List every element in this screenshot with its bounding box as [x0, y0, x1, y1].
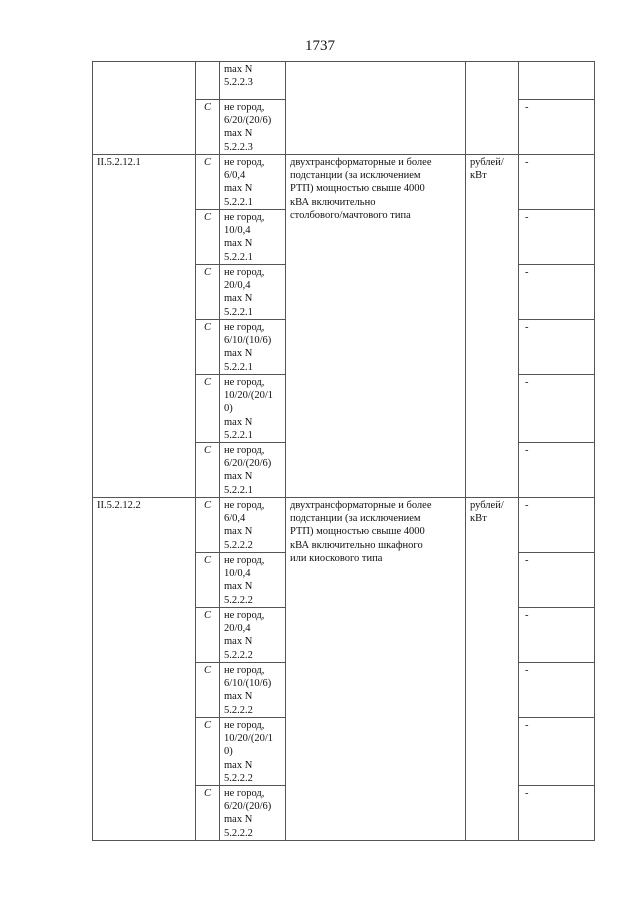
condition-line: 5.2.2.2 — [224, 594, 253, 606]
condition-line: 6/0,4 — [224, 170, 246, 182]
category-letter: C — [196, 553, 220, 608]
value-cell: - — [519, 786, 595, 841]
condition-cell — [220, 786, 286, 841]
unit-line: кВт — [470, 170, 487, 182]
condition-line: max N — [224, 814, 253, 826]
condition-cell — [220, 663, 286, 718]
condition-line: 0) — [224, 746, 233, 758]
description-line: РТП) мощностью свыше 4000 — [290, 526, 425, 538]
category-letter: C — [196, 375, 220, 443]
value-cell: - — [519, 718, 595, 786]
value-cell: - — [519, 265, 595, 320]
condition-line: не город, — [224, 720, 265, 732]
condition-line: max N — [224, 183, 253, 195]
value-cell: - — [519, 320, 595, 375]
condition-line: max N — [224, 416, 253, 428]
condition-line: 5.2.2.2 — [224, 649, 253, 661]
value-cell: - — [519, 375, 595, 443]
condition-line: max N — [224, 238, 253, 250]
condition-line: не город, — [224, 665, 265, 677]
value-cell: - — [519, 100, 595, 155]
unit-line: рублей/ — [470, 500, 504, 512]
condition-cell — [220, 320, 286, 375]
category-letter: C — [196, 155, 220, 210]
description-line: подстанции (за исключением — [290, 513, 421, 525]
condition-line: 5.2.2.1 — [224, 251, 253, 263]
condition-line: 10/0,4 — [224, 568, 251, 580]
condition-line: 5.2.2.1 — [224, 429, 253, 441]
category-letter: C — [196, 663, 220, 718]
description-line: кВА включительно — [290, 196, 376, 208]
condition-cell — [220, 210, 286, 265]
category-letter: C — [196, 786, 220, 841]
condition-line: max N — [224, 581, 253, 593]
category-letter: C — [196, 498, 220, 553]
category-letter: C — [196, 443, 220, 498]
description-line: РТП) мощностью свыше 4000 — [290, 183, 425, 195]
condition-line: 5.2.2.2 — [224, 772, 253, 784]
condition-cell — [220, 443, 286, 498]
condition-line: 20/0,4 — [224, 623, 251, 635]
condition-line: 10/0,4 — [224, 225, 251, 237]
condition-line: 5.2.2.1 — [224, 306, 253, 318]
condition-cell — [220, 100, 286, 155]
condition-line: не город, — [224, 788, 265, 800]
condition-line: 5.2.2.1 — [224, 361, 253, 373]
condition-line: max N — [224, 348, 253, 360]
description-line: столбового/мачтового типа — [290, 209, 411, 221]
condition-line: 6/10/(10/6) — [224, 335, 272, 347]
table-row — [93, 155, 595, 210]
condition-line: не город, — [224, 445, 265, 457]
condition-cell — [220, 608, 286, 663]
condition-cell — [220, 718, 286, 786]
condition-line: 5.2.2.2 — [224, 539, 253, 551]
condition-line: 6/20/(20/6) — [224, 458, 272, 470]
condition-line: 6/0,4 — [224, 513, 246, 525]
description-line: или киоскового типа — [290, 552, 383, 564]
condition-line: 5.2.2.2 — [224, 704, 253, 716]
condition-line: max N — [224, 636, 253, 648]
item-code: II.5.2.12.2 — [93, 498, 196, 841]
page-number: 1737 — [305, 38, 335, 54]
value-cell: - — [519, 155, 595, 210]
condition-line: не город, — [224, 267, 265, 278]
category-letter: C — [196, 210, 220, 265]
item-code: II.5.2.12.1 — [93, 155, 196, 498]
condition-line: не город, — [224, 555, 265, 567]
table-body — [93, 62, 595, 841]
value-cell: - — [519, 663, 595, 718]
unit-line: рублей/ — [470, 157, 504, 168]
condition-line: max N — [224, 691, 253, 703]
value-cell: - — [519, 443, 595, 498]
description-line: кВА включительно шкафного — [290, 539, 423, 551]
condition-line: не город, — [224, 377, 265, 388]
condition-cell — [220, 265, 286, 320]
condition-line: 6/20/(20/6) — [224, 801, 272, 813]
condition-line: 10/20/(20/1 — [224, 390, 273, 402]
condition-line: не город, — [224, 322, 265, 333]
value-cell: - — [519, 498, 595, 553]
value-cell — [519, 62, 595, 100]
condition-line: 5.2.2.1 — [224, 196, 253, 208]
condition-line: 6/10/(10/6) — [224, 678, 272, 690]
condition-line: max N — [224, 759, 253, 771]
item-description — [286, 155, 466, 498]
category-letter: C — [196, 320, 220, 375]
condition-line: max N — [224, 526, 253, 538]
condition-line: 20/0,4 — [224, 280, 251, 292]
condition-line: 5.2.2.3 — [224, 77, 253, 89]
unit-cell — [466, 498, 519, 841]
condition-line: max N — [224, 128, 253, 140]
condition-line: 5.2.2.3 — [224, 141, 253, 153]
condition-line: 10/20/(20/1 — [224, 733, 273, 745]
category-letter — [196, 62, 220, 100]
unit-cell — [466, 155, 519, 498]
item-code — [93, 62, 196, 155]
condition-line: не город, — [224, 212, 265, 223]
condition-line: 6/20/(20/6) — [224, 115, 272, 127]
condition-line: не город, — [224, 157, 265, 168]
description-line: двухтрансформаторные и более — [290, 157, 432, 168]
category-letter: C — [196, 265, 220, 320]
table-row — [93, 62, 595, 100]
condition-cell — [220, 375, 286, 443]
condition-line: 5.2.2.1 — [224, 484, 253, 496]
unit-cell — [466, 62, 519, 155]
condition-line: 0) — [224, 403, 233, 415]
item-description — [286, 498, 466, 841]
category-letter: C — [196, 718, 220, 786]
description-line: подстанции (за исключением — [290, 170, 421, 182]
table-row — [93, 498, 595, 553]
condition-cell — [220, 155, 286, 210]
tariff-table — [92, 61, 595, 841]
condition-cell — [220, 553, 286, 608]
condition-line: max N — [224, 293, 253, 305]
condition-cell — [220, 498, 286, 553]
value-cell: - — [519, 553, 595, 608]
unit-line: кВт — [470, 513, 487, 525]
condition-line: max N — [224, 471, 253, 483]
description-line: двухтрансформаторные и более — [290, 500, 432, 512]
condition-line: не город, — [224, 610, 265, 622]
condition-line: не город, — [224, 102, 265, 113]
category-letter: C — [196, 100, 220, 155]
condition-line: max N — [224, 64, 253, 75]
condition-line: 5.2.2.2 — [224, 827, 253, 839]
value-cell: - — [519, 210, 595, 265]
value-cell: - — [519, 608, 595, 663]
condition-line: не город, — [224, 500, 265, 512]
category-letter: C — [196, 608, 220, 663]
condition-cell — [220, 62, 286, 100]
item-description — [286, 62, 466, 155]
